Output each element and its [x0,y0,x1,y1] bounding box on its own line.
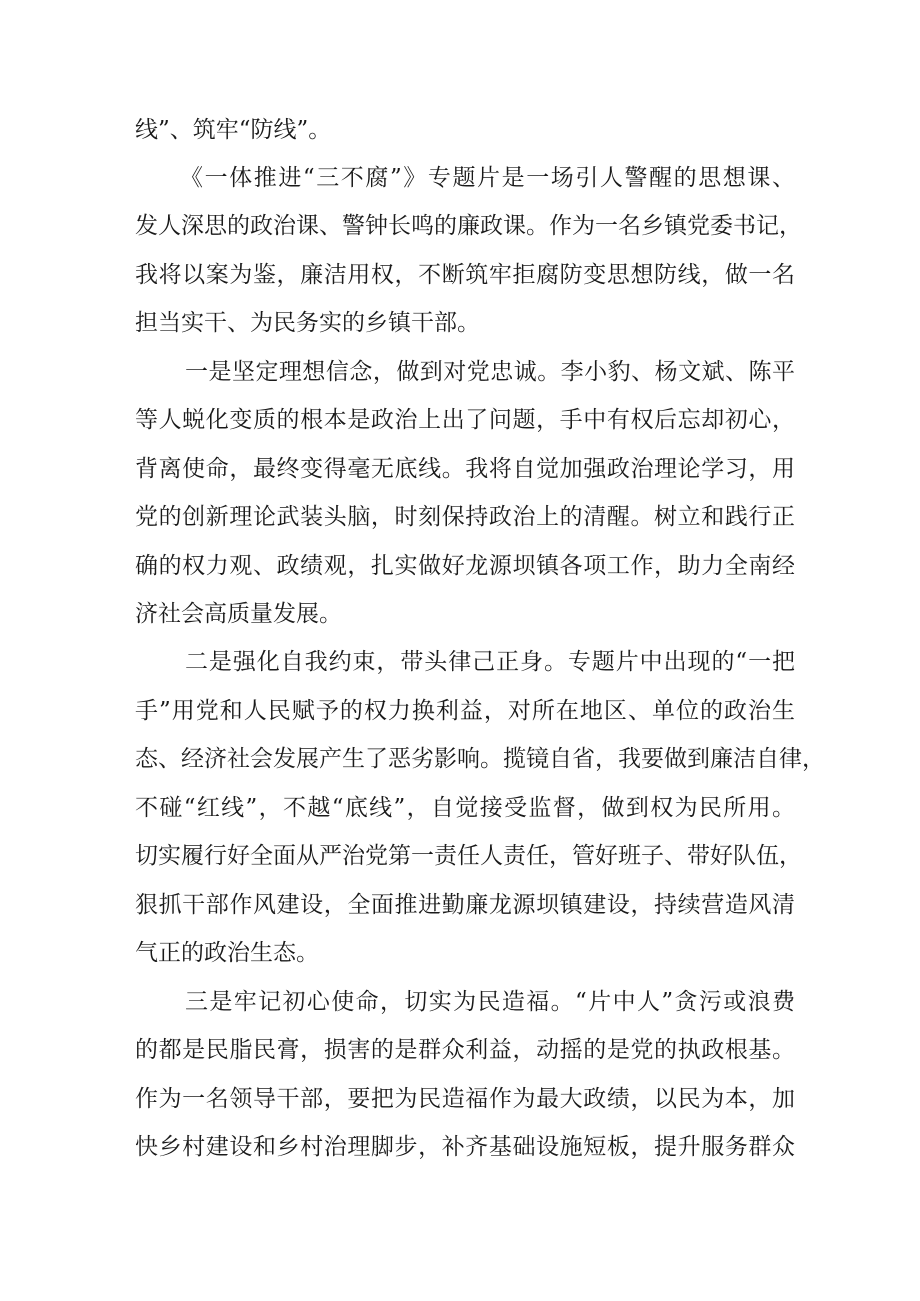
paragraph-line: 我将以案为鉴，廉洁用权，不断筑牢拒腐防变思想防线，做一名 [135,262,795,288]
paragraph-line: 作为一名领导干部，要把为民造福作为最大政绩，以民为本，加 [135,1086,795,1112]
paragraph-line: 态、经济社会发展产生了恶劣影响。揽镜自省，我要做到廉洁自律， [135,746,825,772]
paragraph-line: 确的权力观、政绩观，扎实做好龙源坝镇各项工作，助力全南经 [135,553,795,579]
paragraph-line: 手”用党和人民赋予的权力换利益，对所在地区、单位的政治生 [135,698,795,724]
paragraph-line: 二是强化自我约束，带头律己正身。专题片中出现的“一把 [185,649,795,675]
paragraph-line: 不碰“红线”，不越“底线”，自觉接受监督，做到权为民所用。 [135,795,795,821]
paragraph-line: 三是牢记初心使命，切实为民造福。“片中人”贪污或浪费 [185,989,795,1015]
paragraph-line: 狠抓干部作风建设，全面推进勤廉龙源坝镇建设，持续营造风清 [135,892,795,918]
paragraph-line: 快乡村建设和乡村治理脚步，补齐基础设施短板，提升服务群众 [135,1134,795,1160]
paragraph-line: 背离使命，最终变得毫无底线。我将自觉加强政治理论学习，用 [135,456,795,482]
paragraph-line: 切实履行好全面从严治党第一责任人责任，管好班子、带好队伍， [135,843,802,869]
paragraph-line: 的都是民脂民膏，损害的是群众利益，动摇的是党的执政根基。 [135,1037,795,1063]
paragraph-line: 担当实干、为民务实的乡镇干部。 [135,310,480,336]
paragraph-line: 气正的政治生态。 [135,940,319,966]
paragraph-line: 等人蜕化变质的根本是政治上出了问题，手中有权后忘却初心， [135,407,795,433]
paragraph-line: 发人深思的政治课、警钟长鸣的廉政课。作为一名乡镇党委书记， [135,213,802,239]
paragraph-line: 一是坚定理想信念，做到对党忠诚。李小豹、杨文斌、陈平 [185,359,795,385]
paragraph-line: 《一体推进“三不腐”》专题片是一场引人警醒的思想课、 [180,165,795,191]
paragraph-line: 线”、筑牢“防线”。 [135,117,332,143]
paragraph-line: 济社会高质量发展。 [135,601,342,627]
paragraph-line: 党的创新理论武装头脑，时刻保持政治上的清醒。树立和践行正 [135,504,795,530]
